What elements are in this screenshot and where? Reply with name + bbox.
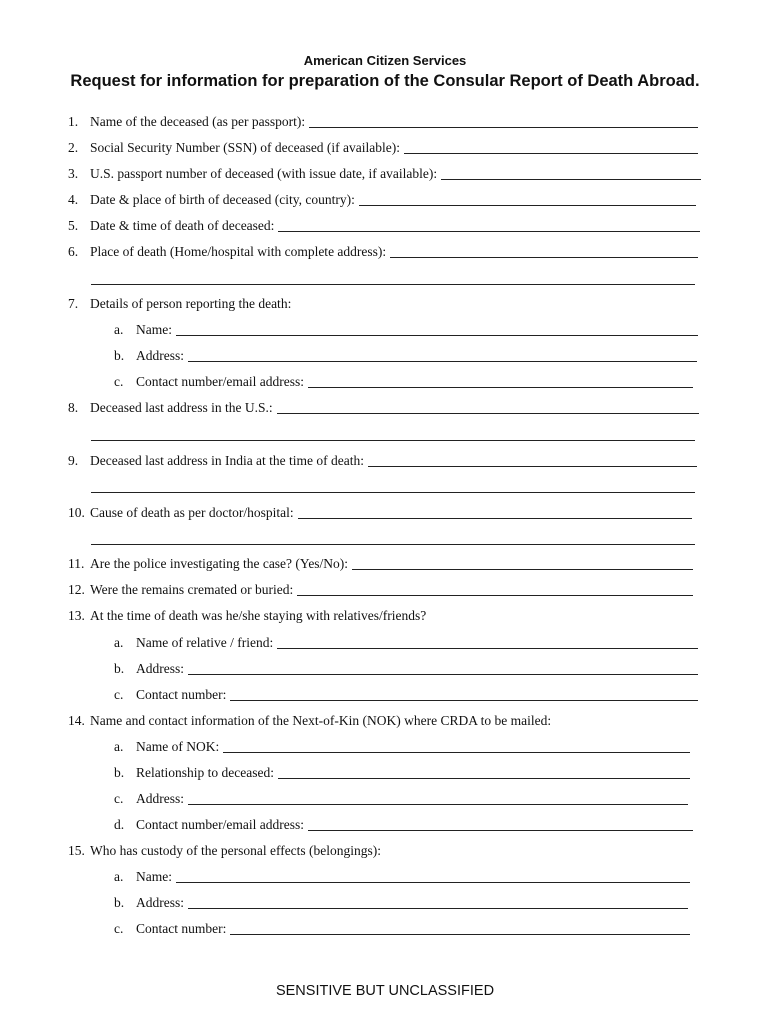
field-nok-heading xyxy=(68,713,555,729)
item-letter: b. xyxy=(114,348,125,363)
item-number: 5. xyxy=(68,218,79,233)
item-letter: c. xyxy=(114,374,124,389)
item-number: 13. xyxy=(68,608,85,623)
item-number: 14. xyxy=(68,713,85,728)
item-number: 1. xyxy=(68,114,79,129)
field-label: Relationship to deceased: xyxy=(136,765,274,780)
classification-footer: SENSITIVE BUT UNCLASSIFIED xyxy=(275,983,495,999)
relative-name-input[interactable] xyxy=(277,636,698,649)
item-letter: b. xyxy=(114,895,125,910)
field-label: Place of death (Home/hospital with complete address): xyxy=(90,244,387,259)
field-birth-details xyxy=(68,192,696,208)
field-us-address xyxy=(68,400,699,416)
item-letter: b. xyxy=(114,661,125,676)
reporter-contact-input[interactable] xyxy=(308,375,693,388)
relative-contact-input[interactable] xyxy=(230,688,698,701)
item-number: 2. xyxy=(68,140,79,155)
field-custodian-name xyxy=(114,869,690,885)
field-ssn xyxy=(68,140,698,156)
item-letter: a. xyxy=(114,322,124,337)
field-custodian-contact xyxy=(114,921,690,937)
custodian-contact-input[interactable] xyxy=(230,922,690,935)
field-label: Deceased last address in India at the time of death: xyxy=(90,453,365,468)
item-letter: d. xyxy=(114,817,125,832)
custodian-address-input[interactable] xyxy=(188,896,688,909)
cause-of-death-input[interactable] xyxy=(298,506,692,519)
field-label: Date & time of death of deceased: xyxy=(90,218,275,233)
field-label: Deceased last address in the U.S.: xyxy=(90,400,273,415)
us-address-continuation-line[interactable] xyxy=(91,440,695,441)
field-label: Address: xyxy=(136,895,184,910)
field-nok-address xyxy=(114,791,688,807)
field-label: Name of the deceased (as per passport): xyxy=(90,114,306,129)
ssn-input[interactable] xyxy=(404,141,698,154)
field-relative-address xyxy=(114,661,698,677)
field-deceased-name xyxy=(68,114,698,130)
field-nok-relationship xyxy=(114,765,690,781)
passport-number-input[interactable] xyxy=(441,167,701,180)
form-title: Request for information for preparation of the Consular Report of Death Abroad. xyxy=(70,72,700,90)
relative-address-input[interactable] xyxy=(188,662,698,675)
field-death-datetime xyxy=(68,218,700,234)
nok-name-input[interactable] xyxy=(223,740,690,753)
field-label: Contact number: xyxy=(136,687,227,702)
field-label: Name of relative / friend: xyxy=(136,635,274,650)
field-relative-contact xyxy=(114,687,698,703)
item-number: 6. xyxy=(68,244,79,259)
field-relative-name xyxy=(114,635,698,651)
field-reporter-heading xyxy=(68,296,295,312)
field-remains-disposition xyxy=(68,582,693,598)
field-label: Details of person reporting the death: xyxy=(90,296,292,311)
item-number: 9. xyxy=(68,453,79,468)
field-label: Social Security Number (SSN) of deceased (if available): xyxy=(90,140,401,155)
field-label: Were the remains cremated or buried: xyxy=(90,582,294,597)
item-letter: a. xyxy=(114,869,124,884)
item-letter: c. xyxy=(114,921,124,936)
field-staying-with-heading xyxy=(68,608,430,624)
field-label: Address: xyxy=(136,348,184,363)
field-label: Address: xyxy=(136,661,184,676)
item-letter: c. xyxy=(114,791,124,806)
place-of-death-input[interactable] xyxy=(390,245,698,258)
field-label: Name of NOK: xyxy=(136,739,220,754)
item-number: 12. xyxy=(68,582,85,597)
cause-of-death-continuation-line[interactable] xyxy=(91,544,695,545)
field-label: Who has custody of the personal effects (belongings): xyxy=(90,843,382,858)
field-cause-of-death xyxy=(68,505,692,521)
field-label: At the time of death was he/she staying with relatives/friends? xyxy=(90,608,427,623)
nok-contact-input[interactable] xyxy=(308,818,693,831)
item-letter: a. xyxy=(114,635,124,650)
field-nok-name xyxy=(114,739,690,755)
field-label: U.S. passport number of deceased (with issue date, if available): xyxy=(90,166,438,181)
remains-disposition-input[interactable] xyxy=(297,583,693,596)
place-of-death-continuation-line[interactable] xyxy=(91,284,695,285)
reporter-address-input[interactable] xyxy=(188,349,697,362)
nok-relationship-input[interactable] xyxy=(278,766,690,779)
field-label: Address: xyxy=(136,791,184,806)
death-datetime-input[interactable] xyxy=(278,219,700,232)
us-address-input[interactable] xyxy=(277,401,699,414)
field-label: Contact number: xyxy=(136,921,227,936)
item-letter: a. xyxy=(114,739,124,754)
item-number: 7. xyxy=(68,296,79,311)
field-passport-number xyxy=(68,166,701,182)
birth-details-input[interactable] xyxy=(359,193,696,206)
field-nok-contact xyxy=(114,817,693,833)
item-letter: c. xyxy=(114,687,124,702)
field-india-address xyxy=(68,453,697,469)
field-reporter-name xyxy=(114,322,698,338)
item-number: 10. xyxy=(68,505,85,520)
field-label: Date & place of birth of deceased (city, country): xyxy=(90,192,355,207)
item-number: 8. xyxy=(68,400,79,415)
deceased-name-input[interactable] xyxy=(309,115,698,128)
item-number: 15. xyxy=(68,843,85,858)
field-label: Cause of death as per doctor/hospital: xyxy=(90,505,294,520)
field-reporter-address xyxy=(114,348,697,364)
agency-heading: American Citizen Services xyxy=(303,53,467,68)
nok-address-input[interactable] xyxy=(188,792,688,805)
police-investigation-input[interactable] xyxy=(352,557,693,570)
item-number: 3. xyxy=(68,166,79,181)
field-police-investigation xyxy=(68,556,693,572)
reporter-name-input[interactable] xyxy=(176,323,698,336)
field-custody-heading xyxy=(68,843,385,859)
field-label: Contact number/email address: xyxy=(136,374,304,389)
item-number: 11. xyxy=(68,556,85,571)
field-label: Name: xyxy=(136,869,172,884)
field-label: Contact number/email address: xyxy=(136,817,304,832)
field-label: Are the police investigating the case? (Yes/No): xyxy=(90,556,349,571)
field-reporter-contact xyxy=(114,374,693,390)
field-place-of-death xyxy=(68,244,698,260)
field-custodian-address xyxy=(114,895,688,911)
field-label: Name: xyxy=(136,322,172,337)
custodian-name-input[interactable] xyxy=(176,870,690,883)
india-address-continuation-line[interactable] xyxy=(91,492,695,493)
item-letter: b. xyxy=(114,765,125,780)
field-label: Name and contact information of the Next-of-Kin (NOK) where CRDA to be mailed: xyxy=(90,713,552,728)
india-address-input[interactable] xyxy=(368,454,697,467)
item-number: 4. xyxy=(68,192,79,207)
